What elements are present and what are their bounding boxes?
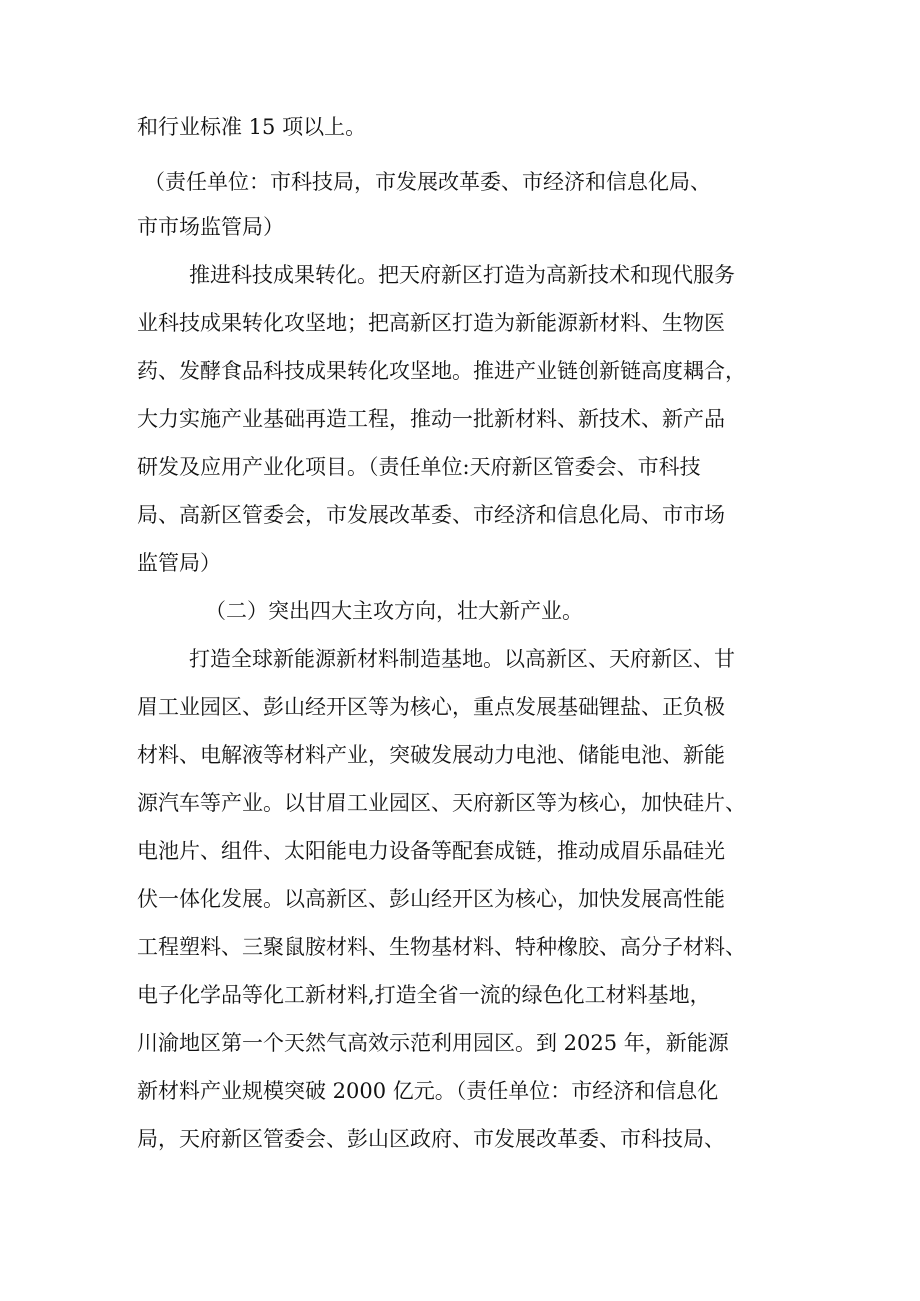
text-line: 电池片、组件、太阳能电力设备等配套成链，推动成眉乐晶硅光	[137, 839, 725, 863]
section-heading: （二）突出四大主攻方向，壮大新产业。	[205, 599, 583, 623]
text-line: 监管局）	[137, 551, 221, 575]
text-line: 药、发酵食品科技成果转化攻坚地。推进产业链创新链高度耦合，	[137, 359, 746, 383]
text-line: 打造全球新能源新材料制造基地。以高新区、天府新区、甘	[189, 647, 735, 671]
text-line: 研发及应用产业化项目。（责任单位:天府新区管委会、市科技	[137, 455, 701, 479]
text-line: 工程塑料、三聚鼠胺材料、生物基材料、特种橡胶、高分子材料、	[137, 935, 746, 959]
text-line: 眉工业园区、彭山经开区等为核心，重点发展基础锂盐、正负极	[137, 695, 725, 719]
text-line: 川渝地区第一个天然气高效示范利用园区。到 2025 年，新能源	[137, 1031, 729, 1055]
text-line: 推进科技成果转化。把天府新区打造为高新技术和现代服务	[189, 263, 735, 287]
text-line: 伏一体化发展。以高新区、彭山经开区为核心，加快发展高性能	[137, 887, 725, 911]
text-line: 新材料产业规模突破 2000 亿元。（责任单位：市经济和信息化	[137, 1079, 719, 1103]
text-line: 市市场监管局）	[137, 215, 284, 239]
text-line: 电子化学品等化工新材料,打造全省一流的绿色化工材料基地，	[137, 983, 711, 1007]
text-line: 源汽车等产业。以甘眉工业园区、天府新区等为核心，加快硅片、	[137, 791, 746, 815]
text-line: 局、高新区管委会，市发展改革委、市经济和信息化局、市市场	[137, 503, 725, 527]
text-line: 和行业标准 15 项以上。	[137, 115, 367, 139]
text-line: 大力实施产业基础再造工程，推动一批新材料、新技术、新产品	[137, 407, 725, 431]
text-line: 业科技成果转化攻坚地；把高新区打造为新能源新材料、生物医	[137, 311, 725, 335]
text-line: （责任单位：市科技局，市发展改革委、市经济和信息化局、	[144, 170, 711, 194]
text-line: 材料、电解液等材料产业，突破发展动力电池、储能电池、新能	[137, 743, 725, 767]
text-line: 局，天府新区管委会、彭山区政府、市发展改革委、市科技局、	[137, 1127, 725, 1151]
